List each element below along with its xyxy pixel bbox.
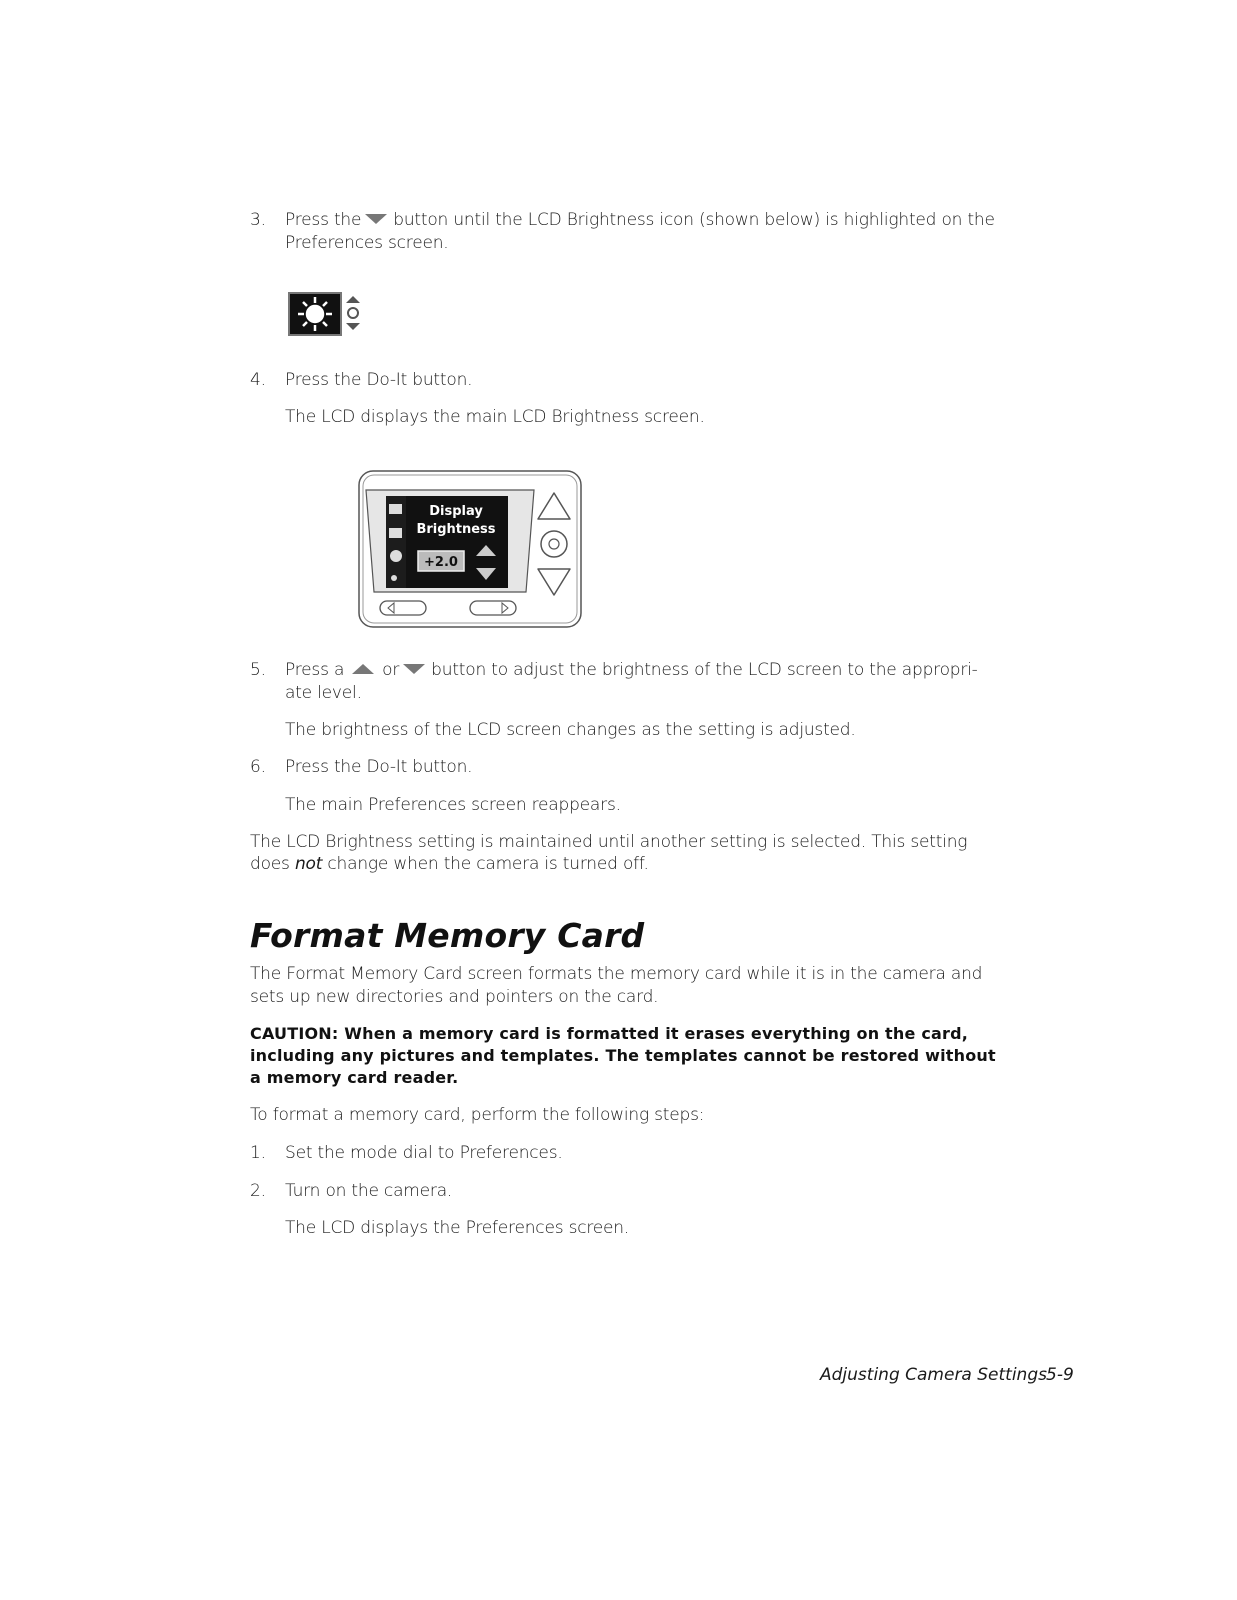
step-3-text (285, 209, 995, 231)
step-4-number: 4. (250, 370, 266, 390)
format-step-2-sub: The LCD displays the Preferences screen. (285, 1218, 630, 1238)
step-5-pre: Press a (285, 660, 345, 680)
format-step-2-text: Turn on the camera. (285, 1181, 453, 1201)
format-step-2-number: 2. (250, 1181, 266, 1201)
format-step-1-text: Set the mode dial to Preferences. (285, 1143, 563, 1163)
triangle-up-icon (352, 664, 374, 674)
step-3-number: 3. (250, 210, 266, 230)
step-4-sub: The LCD displays the main LCD Brightness screen. (285, 407, 705, 427)
step-5-line2: ate level. (285, 683, 362, 703)
lcd-brightness-icon-figure (288, 292, 364, 336)
format-step-1-number: 1. (250, 1143, 266, 1163)
maintained-emphasis: not (294, 854, 323, 874)
sun-brightness-icon (298, 297, 332, 331)
maintained-post: change when the camera is turned off. (327, 854, 649, 874)
step-6-text: Press the Do-It button. (285, 757, 473, 777)
maintained-pre: does (250, 854, 290, 874)
section-heading: Format Memory Card (250, 916, 645, 955)
step-6-number: 6. (250, 757, 266, 777)
step-5-number: 5. (250, 660, 266, 680)
step-3-line2: Preferences screen. (285, 233, 449, 253)
step-5-sub: The brightness of the LCD screen changes as the setting is adjusted. (285, 720, 856, 740)
camera-lcd-figure (358, 470, 582, 628)
section-intro-line2: sets up new directories and pointers on the card. (250, 987, 659, 1007)
step-5-mid: or (382, 660, 400, 680)
step-3-post: button until the LCD Brightness icon (shown below) is highlighted on the (393, 210, 995, 230)
lcd-title-line1: Display (429, 504, 483, 519)
section-intro-line1: The Format Memory Card screen formats the memory card while it is in the camera and (250, 964, 983, 984)
triangle-down-icon (403, 664, 425, 674)
footer-page-number: 5-9 (1046, 1365, 1074, 1385)
step-4-text: Press the Do-It button. (285, 370, 473, 390)
step-3-pre: Press the (285, 210, 362, 230)
lcd-value: +2.0 (424, 555, 458, 570)
footer-section-title: Adjusting Camera Settings (820, 1365, 1047, 1385)
step-5-text (285, 659, 978, 681)
maintained-paragraph-line1: The LCD Brightness setting is maintained until another setting is selected. This setting (250, 832, 968, 852)
caution-line3: a memory card reader. (250, 1068, 459, 1087)
caution-line2: including any pictures and templates. The templates cannot be restored without (250, 1046, 996, 1065)
caution-line1: CAUTION: When a memory card is formatted it erases everything on the card, (250, 1024, 969, 1043)
lcd-title-line2: Brightness (416, 522, 496, 537)
triangle-down-icon (365, 214, 387, 224)
steps-lead: To format a memory card, perform the following steps: (250, 1105, 705, 1125)
step-6-sub: The main Preferences screen reappears. (285, 795, 621, 815)
step-5-post: button to adjust the brightness of the LCD screen to the appropri- (431, 660, 978, 680)
maintained-paragraph-line2 (250, 853, 649, 875)
